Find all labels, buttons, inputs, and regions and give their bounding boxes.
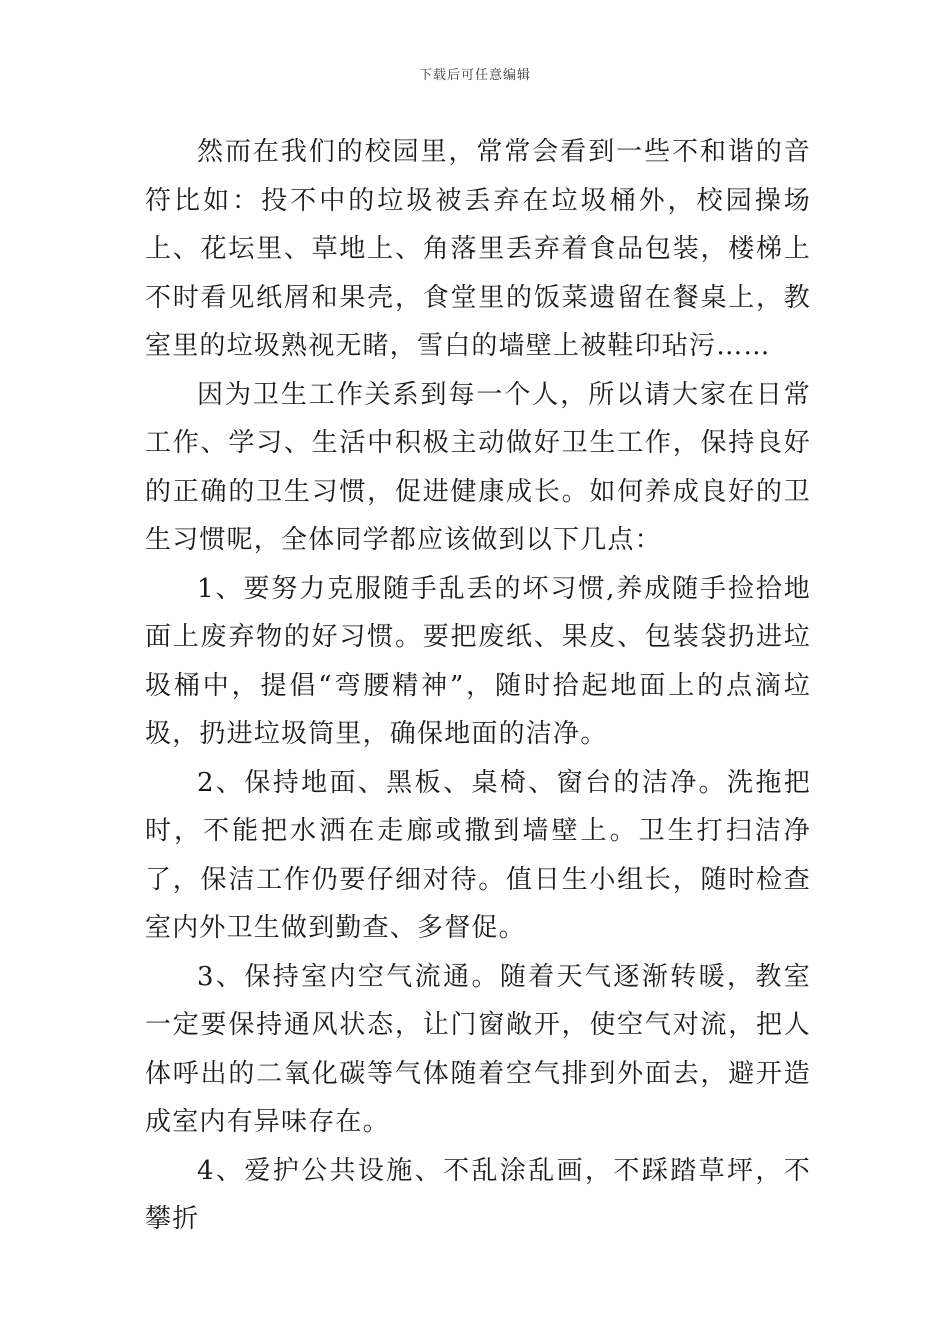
paragraph-hygiene-intro: 因为卫生工作关系到每一个人，所以请大家在日常工作、学习、生活中积极主动做好卫生工作，保持良好的正确的卫生习惯，促进健康成长。如何养成良好的卫生习惯呢，全体同学都应该做到以下几点： — [145, 379, 811, 555]
paragraph-point-3: 3、保持室内空气流通。随着天气逐渐转暖，教室一定要保持通风状态，让门窗敞开，使空气对流，把人体呼出的二氧化碳等气体随着空气排到外面去，避开造成室内有异味存在。 — [145, 961, 811, 1137]
page-header: 下载后可任意编辑 — [418, 68, 531, 83]
paragraph-campus-problems: 然而在我们的校园里，常常会看到一些不和谐的音符比如：投不中的垃圾被丢弃在垃圾桶外，校园操场上、花坛里、草地上、角落里丢弃着食品包装，楼梯上不时看见纸屑和果壳，食堂里的饭菜遗留在餐桌上，教室里的垃圾熟视无睹，雪白的墙壁上被鞋印玷污…… — [145, 137, 811, 361]
paragraph-point-1: 1、要努力克服随手乱丢的坏习惯,养成随手捡拾地面上废弃物的好习惯。要把废纸、果皮、包装袋扔进垃圾桶中，提倡“弯腰精神”，随时拾起地面上的点滴垃圾，扔进垃圾筒里，确保地面的洁净。 — [145, 573, 811, 749]
document-body — [145, 128, 811, 1244]
paragraph-point-4: 4、爱护公共设施、不乱涂乱画，不踩踏草坪，不攀折 — [145, 1155, 811, 1234]
paragraph-point-2: 2、保持地面、黑板、桌椅、窗台的洁净。洗拖把时，不能把水洒在走廊或撒到墙壁上。卫生打扫洁净了，保洁工作仍要仔细对待。值日生小组长，随时检查室内外卫生做到勤查、多督促。 — [145, 767, 811, 943]
